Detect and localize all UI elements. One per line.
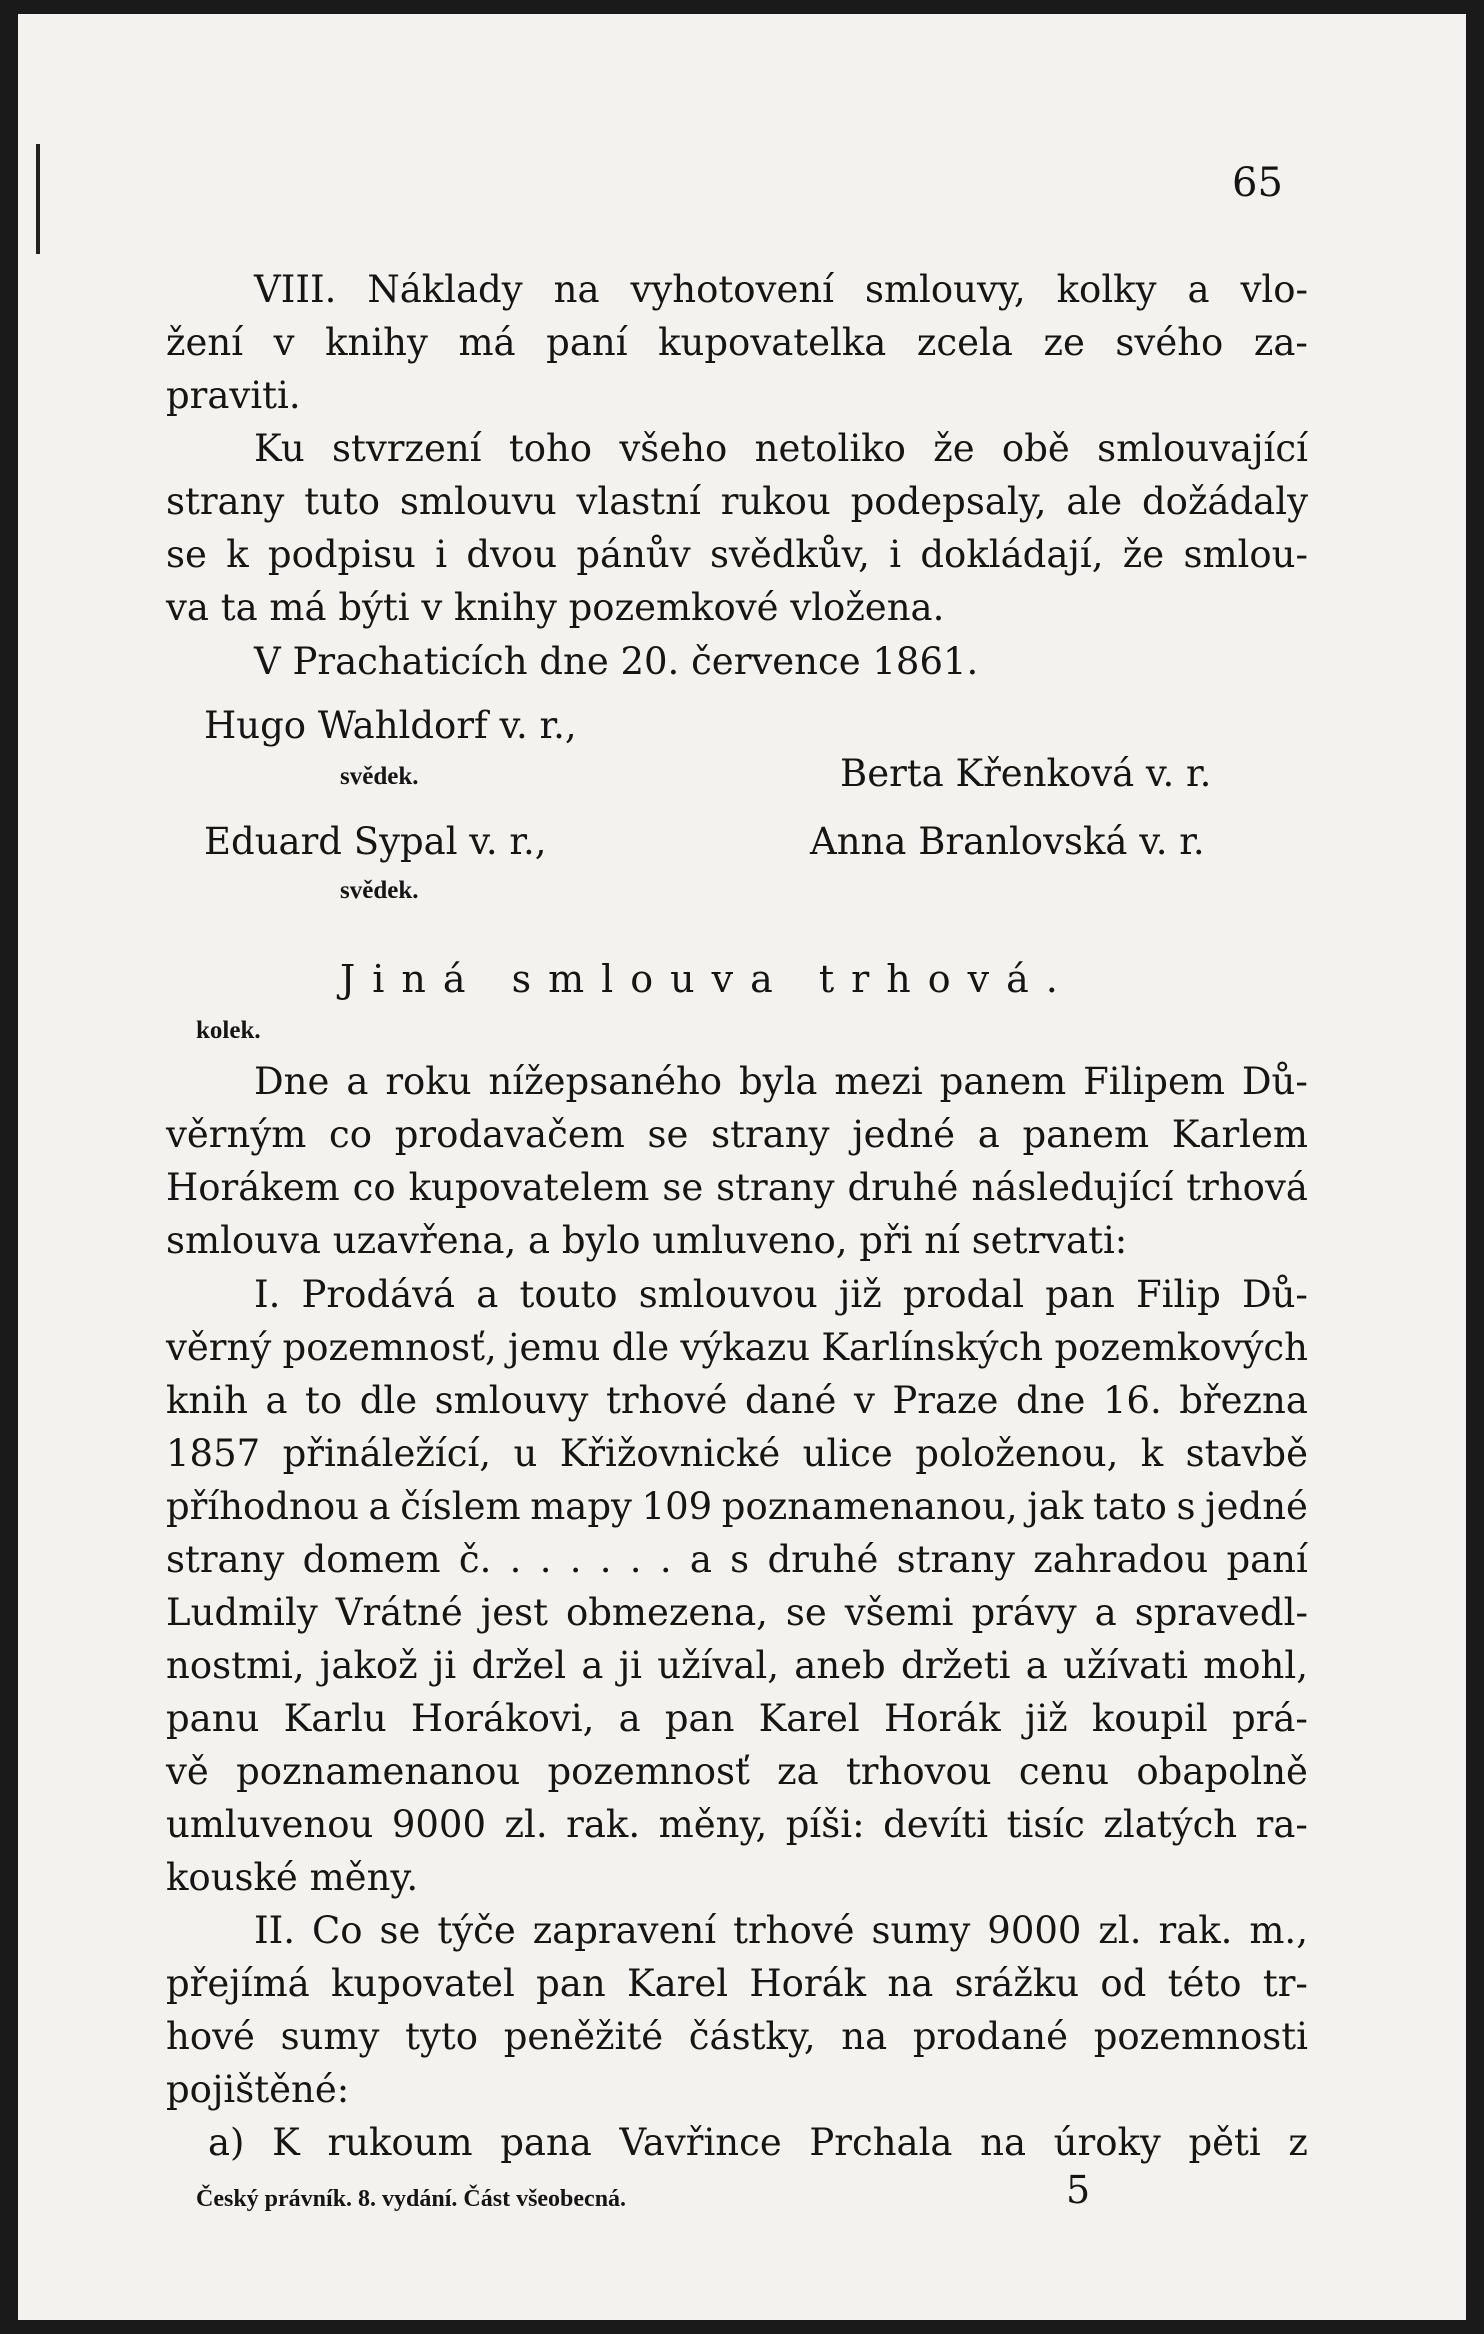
text-line: pojištěné:: [166, 2068, 350, 2111]
page-edge-mark: [36, 144, 40, 254]
text-line: strany tuto smlouvu vlastní rukou podepsaly, ale dožádaly: [166, 480, 1308, 523]
text-line: umluvenou 9000 zl. rak. měny, píši: devíti tisíc zlatých ra-: [166, 1803, 1308, 1846]
stamp-label: kolek.: [196, 1017, 261, 1044]
text-line: strany domem č. . . . . . . a s druhé strany zahradou paní: [166, 1538, 1308, 1581]
text-line: žení v knihy má paní kupovatelka zcela ze svého za-: [166, 321, 1308, 364]
contract-heading: Jiná smlouva trhová.: [340, 957, 1075, 1001]
text-line: Ludmily Vrátné jest obmezena, se všemi právy a spravedl-: [166, 1591, 1308, 1634]
text-line: Horákem co kupovatelem se strany druhé následující trhová: [166, 1166, 1308, 1209]
text-line: praviti.: [166, 374, 301, 417]
witness-1-role: svědek.: [340, 763, 419, 790]
witness-2-role: svědek.: [340, 877, 419, 904]
text-line: příhodnou a číslem mapy 109 poznamenanou, jak tato s jedné: [166, 1485, 1308, 1528]
text-line: VIII. Náklady na vyhotovení smlouvy, kolky a vlo-: [254, 268, 1308, 311]
witness-1-name: Hugo Wahldorf v. r.,: [204, 704, 577, 747]
text-line: Ku stvrzení toho všeho netoliko že obě smlouvající: [254, 427, 1308, 470]
text-line: smlouva uzavřena, a bylo umluveno, při ní setrvati:: [166, 1219, 1128, 1262]
text-line: I. Prodává a touto smlouvou již prodal pan Filip Dů-: [254, 1273, 1308, 1316]
text-line: věrný pozemnosť, jemu dle výkazu Karlínských pozemkových: [166, 1326, 1308, 1369]
text-line: věrným co prodavačem se strany jedné a panem Karlem: [166, 1113, 1308, 1156]
running-footer: Český právník. 8. vydání. Část všeobecná.: [196, 2186, 627, 2212]
text-line: a) K rukoum pana Vavřince Prchala na úroky pěti z: [208, 2121, 1308, 2164]
text-line: kouské měny.: [166, 1856, 419, 1899]
text-line: panu Karlu Horákovi, a pan Karel Horák již koupil prá-: [166, 1697, 1308, 1740]
place-date: V Prachaticích dne 20. července 1861.: [254, 640, 979, 683]
text-line: se k podpisu i dvou pánův svědkův, i dokládají, že smlou-: [166, 533, 1308, 576]
text-line: II. Co se týče zapravení trhové sumy 9000 zl. rak. m.,: [254, 1909, 1308, 1952]
text-line: knih a to dle smlouvy trhové dané v Praze dne 16. března: [166, 1379, 1308, 1422]
text-line: Dne a roku nížepsaného byla mezi panem Filipem Dů-: [254, 1060, 1308, 1103]
text-line: nostmi, jakož ji držel a ji užíval, aneb držeti a užívati mohl,: [166, 1644, 1308, 1687]
book-page: [18, 14, 1466, 2320]
party-2-signature: Anna Branlovská v. r.: [810, 820, 1205, 863]
party-1-signature: Berta Křenková v. r.: [840, 752, 1212, 795]
text-line: hové sumy tyto peněžité částky, na prodané pozemnosti: [166, 2015, 1308, 2058]
signature-mark: 5: [1066, 2168, 1091, 2212]
text-line: va ta má býti v knihy pozemkové vložena.: [166, 586, 945, 629]
text-line: přejímá kupovatel pan Karel Horák na srážku od této tr-: [166, 1962, 1308, 2005]
page-number: 65: [1232, 160, 1283, 206]
text-line: vě poznamenanou pozemnosť za trhovou cenu obapolně: [166, 1750, 1308, 1793]
text-line: 1857 přináležící, u Křižovnické ulice položenou, k stavbě: [166, 1432, 1308, 1475]
witness-2-name: Eduard Sypal v. r.,: [204, 820, 547, 863]
